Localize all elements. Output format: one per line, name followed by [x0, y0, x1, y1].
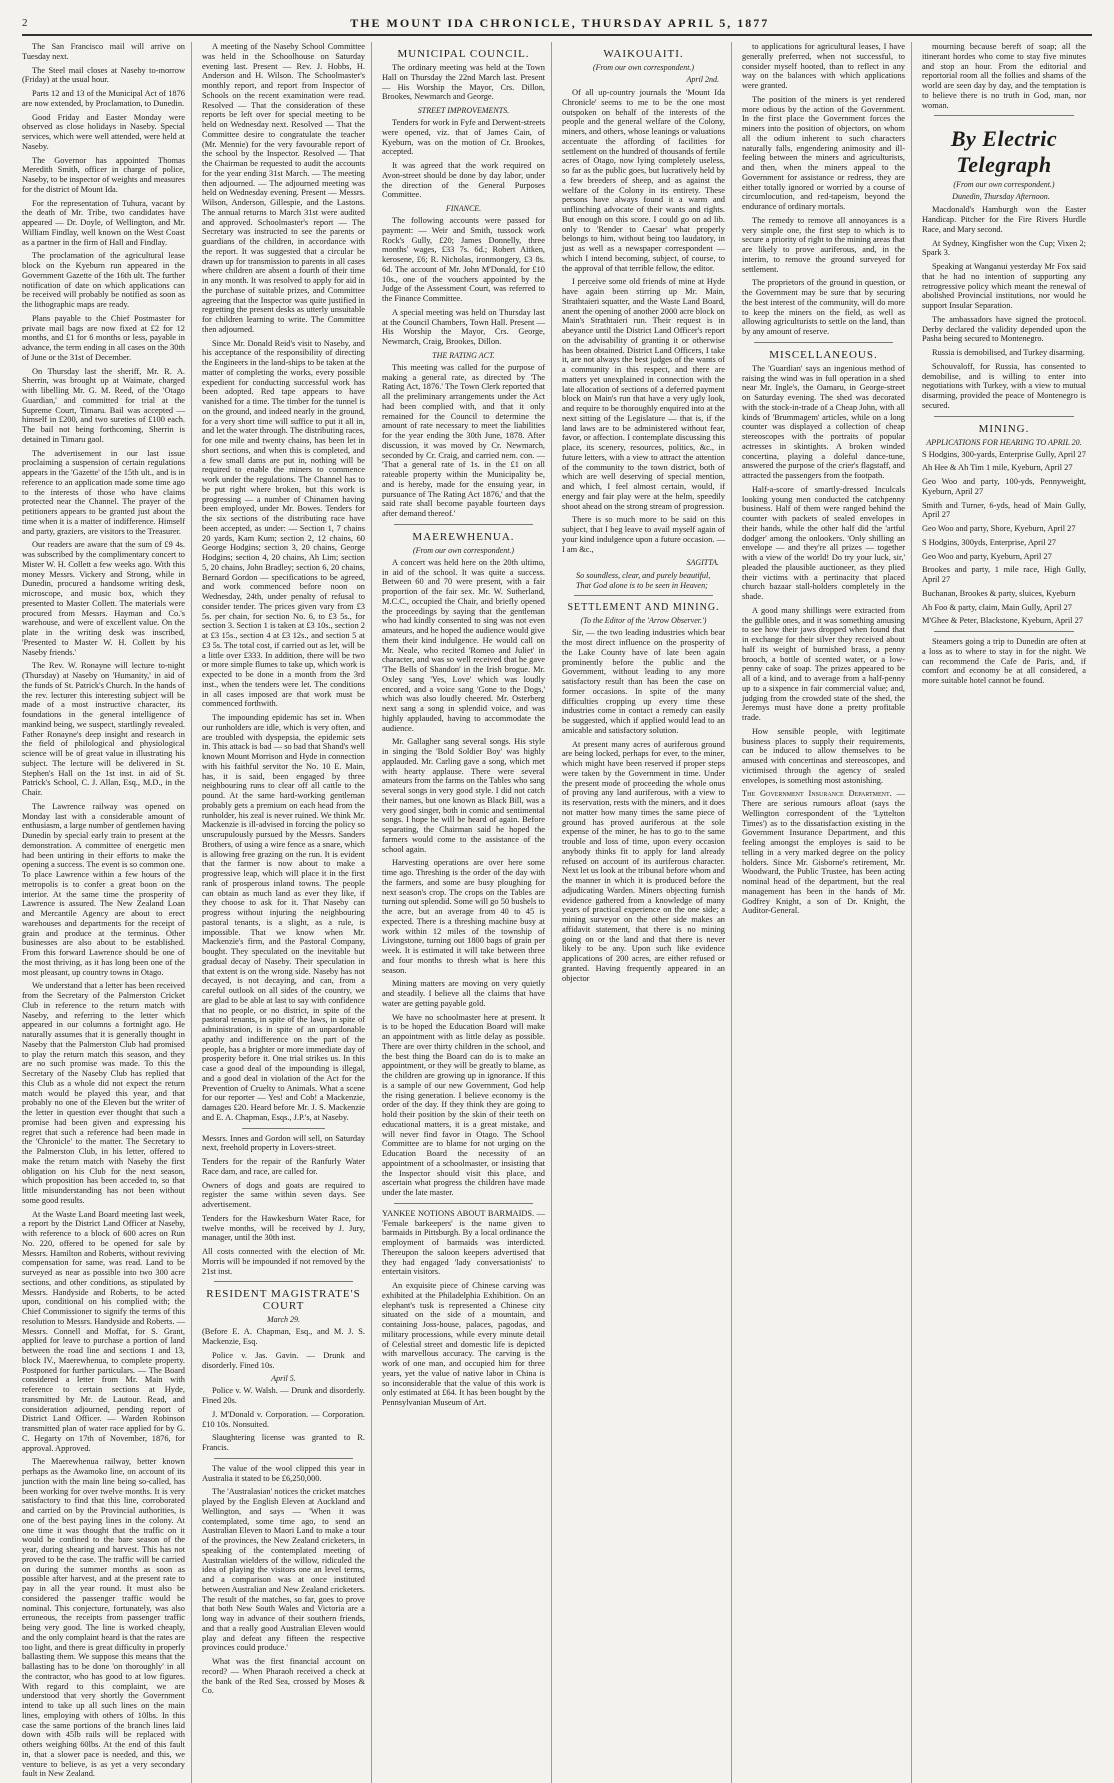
column-2 — [202, 42, 372, 1783]
mining-application: S Hodgins, 300-yards, Enterprise Gully, April 27 — [922, 449, 1086, 459]
rm-court-case: Slaughtering license was granted to R. Francis. — [202, 1433, 365, 1452]
maerewhenua-byline: (From our own correspondent.) — [412, 545, 515, 555]
page-number: 2 — [22, 17, 28, 29]
news-paragraph: Since Mr. Donald Reid's visit to Naseby, and his acceptance of the responsibility of directing the Engineers in the land-ships to be taken at the matter of completing the works, every possible expedient for conducting successful work has been adopted. Red tape appears to have vanished for a time. The timber for the tunnel is on the ground, and indeed nearly in the ground, for a very short time will suffice to put it all in, and let the water through. The distributing races, for one mile and twenty chains, has been let in short sections, and when this is completed, and a few small dams are put in, nothing will be required to enable the miners to commence work under the regulations. The Channel has to be put right where broken, but this work is progressing — a number of Chinamen having been employed, under Mr. Bowes. Tenders for the six sections of the distributing race have been accepted, as under: — Section 1, 7 chains 20 yards, Kam Kum; section 2, 12 chains, 60 George Hodgins; section 3, 20 chains, George Hodgins; section 4, 20 chains, Ah Lim; section 5, 20 chains, John Bradley; section 6, 20 chains, Bernard Gordon — specifications to be agreed, and work commenced before noon on Wednesday, 24th, under penalty of refusal to consider tender. The prices given vary from £3 5s. per chain, for section No. 6, to £3 5s., for section 3. Section 1 is taken at £3 10s., section 2 at £3 15s., section 4 at £3 12s., and section 5 at £3 5s. The total cost, if carried out as let, will be a little over £333. In addition, there will be two or more simple flumes to take up, which work is expected to be done in a month from the 3rd inst., when the tenders were let. The conditions in all cases imposed are that work must be commenced forthwith. — [202, 338, 365, 709]
article-paragraph: Sir, — the two leading industries which bear the most direct influence on the prosperity of the Lake County have of late been again prominently before the public and the Government, without leading to any more satisfactory result than has been the case on former occasions. In spite of the many difficulties cropping up every time these industries come in contact a remedy can easily be suggested, which if applied would lead to an amicable and satisfactory solution. — [562, 628, 725, 735]
article-paragraph: A good many shillings were extracted from the gullible ones, and it was something amusing to see how their jaws dropped when found that in exchange for their silver they received about half its weight of burnished brass, a penny brooch, a bottle of scented water, or a low-penny cake of soap. The prizes appeared to be all of a kind, and to average from a half-penny up to a sixpence in fair commercial value; and, judging from the crowded state of the shed, the Jeremys must have done a pretty profitable trade. — [742, 605, 905, 722]
mining-application: Geo Woo and party, Shore, Kyeburn, April 27 — [922, 524, 1076, 533]
masthead — [22, 12, 1092, 36]
mining-application: S Hodgins, 300yds, Enterprise, April 27 — [922, 537, 1056, 547]
news-paragraph: What was the first financial account on record? — When Pharaoh received a check at the bank of the Red Sea, crossed by Moses & Co. — [202, 1657, 365, 1696]
article-paragraph: It was agreed that the work required on Avon-street should be done by day labor, under the direction of the General Purposes Committee. — [382, 161, 545, 200]
telegraph-item: The ambassadors have signed the protocol. Derby declared the validity depended upon the Pasha being secured to Montenegro. — [922, 314, 1086, 344]
gov-insurance-body: — There are serious rumours afloat (says the Wellington correspondent of the 'Lyttelton Times') as to the dissatisfaction existing in the Government Insurance Department, and this feeling amongst the employes is said to be telling in a very marked degree on the policy holders. Since Mr. Gisborne's retirement, Mr. Woodward, the Public Trustee, has been acting nominal head of the department, but the real management has been in the hands of Mr. Godfrey Knight, a son of Dr. Knight, the Auditor-General. — [742, 789, 905, 916]
notice-line: Messrs. Innes and Gordon will sell, on Saturday next, freehold property in Lovers-street. — [202, 1133, 365, 1153]
news-paragraph: The impounding epidemic has set in. When our runholders are idle, which is very often, and are troubled with dyspepsia, the epidemic sets in. This attack is bad — so bad that Shand's well known Mount Morrison and Hyde in connection with his faithful servitor the No. 10 E. Main, has, it is said, been engaged by three neighbouring runs to clear off all cattle to the pound. At the same hard-working gentleman probably gets a premium on each head from the runholder, his zeal is never ruined. We think Mr. Mackenzie is ill-advised in forcing the policy so unscrupulously pursued by the Messrs. Sanders Brothers, of using a wire fence as a snare, which is allowing free grazing on the run. It is evident that the farmer is now about to make a progressive leap, which will place it in the first rank of prosperous inland towns. The people can obtain as much land as ever they like, if they choose to ask for it. That Naseby can progress without injuring the neighbouring pastoral tenants, is a slight, as a rule, is impossible. That we know when Mr. Mackenzie's firm, and the Pastoral Company, bought. They speculated on the inevitable but gradual decay of Naseby. Their speculation in that extent is on the wrong side. Naseby has not decayed, is not decaying, and can, from a careful outlook on all sides of the country, we are glad to be able at last to say with confidence that no people, or no district, in spite of the pastoral tenants, in spite of the laws, in spite of administration, is in spite of an unpardonable apathy and indifference on the part of the people, has a brighter or more immediate day of prosperity before it. One trial strikes us. In this case a good deal of the impounding is illegal, and a good deal in violation of the Act for the Prevention of Cruelty to Animals. What a scene for our reporter — Yes! and Cob! a Mackenzie, damages £20. Heard before Mr. J. S. Mackenzie and E. A. Chapman, Esqs., J.P.'s, at Naseby. — [202, 713, 365, 1122]
article-paragraph: We have no schoolmaster here at present. It is to be hoped the Education Board will make an appointment with as little delay as possible. There are over thirty children in the school, and the best thing the Board can do is to make an appointment, or they will be greatly to blame, as the children are growing up in ignorance. If this is a sample of our new Government, God help the rising generation. I believe economy is the order of the day. If they think they are going to hold their position by the skin of their teeth on educational matters, it is a great mistake, and will never find favor in Otago. The School Committee are to blame for not urging on the Education Board the necessity of an appointment of a schoolmaster, or insisting that the Inspector should visit this place, and ascertain what progress the children have made under the late master. — [382, 1012, 545, 1197]
article-paragraph: A concert was held here on the 20th ultimo, in aid of the school. It was quite a success. Between 60 and 70 were present, with a fair proportion of the fair sex. Mr. W. Sutherland, M.C.C., occupied the Chair, and briefly opened the proceedings by saying that the gentleman who had kindly consented to sing was not even amateurs, and he hoped the audience would give them their kind indulgence. He would call on Mr. Neale, who recited 'Romeo and Juliet' in character, and was so well received that he gave 'The Bells of Shandon' in the Irish brogue. Mr. Oxley sang 'Yes, Love' which was loudly encored, and a voice sang 'Gone to the Dogs,' which was also loudly cheered. Mr. Osterberg next sang a song in splendid voice, and was highly applauded, having to accommodate the audience. — [382, 557, 545, 733]
article-paragraph: The remedy to remove all annoyances is a very simple one, the first step to which is to secure a priority of right to the mining areas that are likely to prove auriferous, and, in the interim, to remove the ground surveyed for settlement. — [742, 215, 905, 274]
news-paragraph: Parts 12 and 13 of the Municipal Act of 1876 are now extended, by Proclamation, to Dunedin. — [22, 89, 185, 108]
waikouaiti-byline: (From our own correspondent.) — [592, 63, 695, 72]
mining-application: Geo Woo and party, 100-yds, Pennyweight, Kyeburn, April 27 — [922, 477, 1086, 496]
news-paragraph: The Lawrence railway was opened on Monday last with a considerable amount of enthusiasm, a large number of gentlemen having Dunedin by special early train to present at the demonstration. A committee of energetic men had been untiring in their efforts to make the opening a success. The event is so common one. To place Lawrence within a few hours of the metropolis is to confer a great boon on the interior. At the same time the prosperity of Lawrence is assured. The New Zealand Loan and Mercantile Agency are about to erect warehouses and departments for the receipt of grain and produce at the terminus. Other businesses are also about to be established. From this forward Lawrence should be one of the most thriving, as it has long been one of the most pleasant, up country towns in Otago. — [22, 801, 185, 977]
news-paragraph: The San Francisco mail will arrive on Tuesday next. — [22, 42, 185, 61]
gov-insurance-title: The Government Insurance Department. — [742, 789, 892, 799]
divider — [214, 1281, 353, 1282]
mining-application: Buchanan, Brookes & party, sluices, Kyeburn — [922, 588, 1076, 598]
news-paragraph: The 'Australasian' notices the cricket matches played by the English Eleven at Auckland and Wellington, and says — 'When it was contemplated, some time ago, to send an Australian Eleven to Maori Land to make a tour of the provinces, the New Zealand cricketers, in speaking of the contemplated meeting of Australian wielders of the willow, ridiculed the idea of playing the visitors one an level terms, and a comparison was at once instituted between Australian and New Zealand cricketers. The result of the matches, so far, goes to prove that both New South Wales and Victoria are a long way in advance of their southern friends, and that a really good Australian Eleven would play and defeat any fifteen the respective provinces could produce.' — [202, 1487, 365, 1653]
news-paragraph: For the representation of Tuhura, vacant by the death of Mr. Tribe, two candidates have appeared — Dr. Doyle, of Wellington, and Mr. William Findlay, well known on the West Coast as a partner in the firm of Hall and Findlay. — [22, 198, 185, 247]
news-paragraph: The proclamation of the agricultural lease block on the Kyeburn run appeared in the Government Gazette of the 16th ult. The further notification of date on which applications can be received will probably be notified as soon as the lithographic maps are ready. — [22, 251, 185, 309]
column-5 — [742, 42, 912, 1783]
news-paragraph: The Steel mail closes at Naseby to-morrow (Friday) at the usual hour. — [22, 65, 185, 85]
maerewhenua-heading: MAEREWHENUA. — [412, 530, 515, 543]
mining-application: Geo Woo and party, Kyeburn, April 27 — [922, 551, 1052, 561]
column-6 — [922, 42, 1092, 1783]
rm-court-case: J. M'Donald v. Corporation. — Corporation. £10 10s. Nonsuited. — [202, 1409, 365, 1429]
column-4 — [562, 42, 732, 1783]
article-paragraph: Steamers going a trip to Dunedin are often at a loss as to where to stay in for the night. We can recommend the Cafe de Paris, and, if comfort and economy be at all considered, a more suitable hotel cannot be found. — [922, 637, 1086, 685]
telegraph-item: Russia is demobilised, and Turkey disarming. — [932, 348, 1085, 357]
news-paragraph: Our readers are aware that the sum of £9 4s. was subscribed by the complimentary concert to Mister W. H. Collett a few weeks ago. With this money Messrs. Vickery and Strong, while in Dunedin, procured a handsome writing desk, microscope, and music box, which they presented to Master Collett. The materials were procured from Messrs. Hayman and Co.'s warehouse, and were of excellent value. On the plate in the writing desk was inscribed, 'Presented to Master W. H. Collett by his Naseby friends.' — [22, 540, 185, 657]
notice-line: Tenders for the Hawkesburn Water Race, for twelve months, will be received by J. Jury, manager, until the 30th inst. — [202, 1213, 365, 1243]
divider — [934, 115, 1074, 116]
yankee-body: — 'Female barkeepers' is the name given to barmaids in Pittsburgh. By a local ordinance the employment of barmaids was interdicted. Thereupon the saloon keepers advertised that they had engaged 'lady conversationists' to entertain visitors. — [382, 1208, 545, 1277]
divider — [242, 1128, 325, 1129]
yankee-notions-paragraph — [382, 1209, 545, 1277]
mining-application: Brookes and party, 1 mile race, High Gully, April 27 — [922, 565, 1086, 584]
article-paragraph: Mr. Gallagher sang several songs. His style in singing the 'Bold Soldier Boy' was highly applauded. Mr. Carling gave a song, which met with hearty applause. There were several amateurs from the farms on the Tables who sang several songs in very good style. I did not catch their names, but one known as Black Bill, was a very good singer, both in comic and sentimental songs. I hope he will be heard of again. Before separating, the Chairman said he hoped the farmers would come to the assistance of the school again. — [382, 737, 545, 854]
news-paragraph: At the Waste Land Board meeting last week, a report by the District Land Officer at Naseby, with reference to a block of 600 acres on Run No. 220, offered to be opened for sale by Messrs. Hamilton and Roberts, without reviving compensation for same, was read. Land to be surveyed as near as possible into two 300 acre sections, and other conditions, as stipulated by Messrs. Handyside and Roberts, to be acted upon, conditional on his complied with; the Chief Commissioner to signify the terms of this resolution to Messrs. Handyside and Roberts. — Messrs. Connell and Moffat, for S. Grant, applied for leave to purchase a portion of land between the road line and sections 1 and 13, block IV., Maerewhenua, to complete property. Postponed for further particulars. — The Board considered a letter from Mr. Main with reference to certain sections at Hyde, transmitted by Mr. de Lautour. Read, and consideration adjourned, pending report of District Land Officer. — Warden Robinson transmitted plan of water race applied for by G. C. Hegarty on 17th of November, 1876, for approval. Approved. — [22, 1209, 185, 1453]
news-paragraph: The advertisement in our last issue proclaiming a suspension of certain regulations appears in the 'Gazette' of the 15th ult., and is in reference to an application made some time ago to the interests of those who have claims protected near the Channel. The prayer of the petitioners appears to be granted just about the time when it is a matter of indifference. Himself and party, graziers, are visitors to the Treasurer. — [22, 448, 185, 536]
article-paragraph: mourning because bereft of soap; all the itinerant hordes who come to stay five minutes and stop an hour. From the editorial and reportorial room all the follies and shams of the world are seen day by day, and the temptation is to believe there is no truth in God, man, nor woman. — [922, 42, 1086, 110]
subhead-finance: FINANCE. — [445, 204, 482, 213]
article-paragraph: An exquisite piece of Chinese carving was exhibited at the Philadelphia Exhibition. On an elephant's tusk is represented a Chinese city situated on the side of a mountain, and containing Joss-house, palaces, pagodas, and military processions, while every minute detail of Celestial street and domestic life is depicted with marvellous accuracy. The carving is the work of one man, and occupied him for three years, yet the value of native labor in China is so inconsiderable that the value of this work is only estimated at £64. It has been bought by the Pennsylvanian Museum of Art. — [382, 1281, 545, 1407]
news-paragraph: On Thursday last the sheriff, Mr. R. A. Sherrin, was brought up at Waimate, charged with libelling Mr. G. M. Reed, of the 'Otago Guardian,' and committed for trial at the Supreme Court, Timaru. Bail was accepted — himself in £200, and two sureties of £100 each. The bail not being forthcoming, Sherrin is detained in Timaru gaol. — [22, 366, 185, 444]
divider — [934, 631, 1074, 632]
mining-heading: MINING. — [978, 422, 1030, 435]
divider — [754, 342, 893, 343]
news-paragraph: Plans payable to the Chief Postmaster for private mail bags are now fixed at £2 for 12 months, and £1 for 6 months or less, payable in advance, the term ending in all cases on the 30th of June or the 31st of December. — [22, 313, 185, 362]
rm-court-heading: RESIDENT MAGISTRATE'S COURT — [206, 1288, 361, 1313]
poem — [562, 571, 725, 590]
mining-application: M'Ghee & Peter, Blackstone, Kyeburn, April 27 — [922, 616, 1083, 626]
settlement-heading: SETTLEMENT AND MINING. — [567, 602, 720, 614]
poem-line: That God alone is to be seen in Heaven; — [576, 580, 708, 590]
signature: SAGITTA. — [686, 558, 719, 568]
telegraph-byline: (From our own correspondent.) — [953, 180, 1055, 190]
subhead-rating: THE RATING ACT. — [432, 350, 495, 360]
article-paragraph: Mining matters are moving on very quietly and steadily. I believe all the claims that have water are getting payable gold. — [382, 979, 545, 1008]
article-paragraph: There is so much more to be said on this subject, that I beg leave to avail myself again of your kind indulgence upon a future occasion. — I am &c., — [562, 515, 725, 554]
article-paragraph: This meeting was called for the purpose of making a general rate, as directed by 'The Rating Act, 1876.' The Town Clerk reported that all the preliminary arrangements under the Act had been complied with, and that it only remained for the Council to determine the amount of rate necessary to meet the liabilities for the year ending the 30th June, 1878. After discussion, it was moved by Cr. Newmarch, seconded by Cr. Craig, and carried nem. con. — 'That a general rate of 1s. in the £1 on all rateable property within the Municipality be, and is hereby, made for the ensuing year, in pursuance of The Rating Act 1876,' and that the said rate shall become payable fourteen days after demand thereof.' — [382, 362, 545, 518]
mining-subheading: APPLICATIONS FOR HEARING TO APRIL 20. — [926, 437, 1082, 447]
news-paragraph: The Maerewhenua railway, better known perhaps as the Awamoko line, on account of its junction with the main line being so-called, has been working for over twelve months. It is very satisfactory to find that this line, corroborated and carried on by the Provincial authorities, is one of the best paying lines in the colony. At one time it was thought that the traffic on it would be confined to the bare season of the year, during shearing and harvest. This has not proved to be the case. The traffic will be carried on during the summer months as soon as possible after harvest, and at the present rate to pay in all the year round. It must also be considered the passenger traffic would be nominal. This conjecture, fortunately, was also erroneous, the receipts from passenger traffic being very good. The line is worked cheaply, and the only complaint heard is that the rates are too light, and there is great difficulty in properly ballasting them. We suppose this means that the ballasting has to be done 'on thoroughly' in all the contractor, who has good to at low figures. With regard to this complaint, we are understood that very shortly the Government intend to take up all such lines on the main lines, employing with others of 10lbs. In this case the same portions of the branch lines laid down with 45lb rails will be replaced with others weighing 60lbs. At the end of this fault in, that a slower pace is needed, and this, we venture to believe, is as yet a very secondary fault in New Zealand. — [22, 1457, 185, 1779]
news-paragraph: A meeting of the Naseby School Committee was held in the Schoolhouse on Saturday evening last. Present — Rev. J. Hobbs, H. Anderson and H. Wilson. The Schoolmaster's monthly report, and report from Inspector of Schools on the recent examination were read. Resolved — That the consideration of these reports be left over for special meeting to be held on Wednesday next. Resolved — That the Committee desire to congratulate the teacher (Mr. Mennie) for the very favourable report of the school by the Inspector. Resolved — That the Chairman be requested to audit the accounts for the year ending 31st March. — The meeting then adjourned. — The adjourned meeting was held on Wednesday evening. Present — Messrs. Wilson, Anderson, Gillespie, and the Lastons. The annual returns to March 31st were audited and approved. Schoolmaster's report — The Secretary was instructed to see the parents or guardians of the children, in accordance with the report. It was suggested that a circular be drawn up for transmission to parents in all cases where children are absent a fourth of their time in any month. It was resolved to apply for aid in the purchase of suitable prizes, and Committee agreeing that the Inspector was quite justified in regretting the present desks as utterly unsuitable for children learning to write. The Committee then adjourned. — [202, 42, 365, 334]
column-1 — [22, 42, 192, 1783]
mining-list — [922, 450, 1086, 627]
notice-line: All costs connected with the election of Mr. Morris will be impounded if not removed by the 21st inst. — [202, 1247, 365, 1276]
article-paragraph: to applications for agricultural leases, I have generally preferred, when not successful, to consider myself hooted, than to reflect in any way on the balances with which applications were granted. — [742, 42, 905, 90]
waikouaiti-date: April 2nd. — [686, 75, 719, 84]
column-3 — [382, 42, 552, 1783]
telegraph-item: Macdonald's Hamburgh won the Easter Handicap. Pitcher for the Fire Rivers Hurdle Race, and Mary second. — [922, 205, 1086, 234]
article-paragraph: How sensible people, with legitimate business places to supply their requirements, can be induced to allow themselves to be amused with concertinas and stereoscopes, and victimised through the agency of sealed envelopes, is something most astonishing. — [742, 726, 905, 785]
telegraph-item: At Sydney, Kingfisher won the Cup; Vixen 2; Spark 3. — [922, 238, 1086, 258]
article-paragraph: Tenders for work in Fyfe and Derwent-streets were opened, viz. that of James Cain, of Kyeburn, was on the motion of Cr. Brookes, accepted. — [382, 118, 545, 157]
settlement-byline: (To the Editor of the 'Arrow Observer.') — [580, 616, 707, 626]
news-paragraph: The Governor has appointed Thomas Meredith Smith, officer in charge of police, Naseby, to be inspector of weights and measures for the district of Mount Ida. — [22, 155, 185, 194]
telegraph-item: Schouvaloff, for Russia, has consented to demobilise, and is willing to enter into negotiations with Turkey, with a view to mutual disarming, provided the peace of Montenegro is secured. — [922, 361, 1086, 410]
article-paragraph: At present many acres of auriferous ground are being locked, perhaps for ever, to the miner, which might have been reserved if proper steps were taken by the Government in time. Under the present mode of proceeding the whole onus of proving any land auriferous, with a view to its reservation, rests with the miners, and it does not matter how many times the same piece of ground has proved auriferous at the sole expense of the miner, he has to go to the same trouble and loss of time, upon every occasion anybody thinks fit to apply for land already refused on account of its auriferous character. Next let us look at the tribunal before whom and the manner in which it is produced before the adjudicating Warden. Miners objecting furnish evidence gathered from a knowledge of many years of practical experience on the one side; a mining surveyor on the other side makes an affidavit statement, that there is no mining going on or the land and that there is never likely to be any. Upon such like evidence applications of 200 acres, are either refused or granted. Having frequently appeared in an objector — [562, 739, 725, 983]
divider — [934, 416, 1074, 417]
news-paragraph: Good Friday and Easter Monday were observed as close holidays in Naseby. Special services, which were well attended, were held at Naseby. — [22, 112, 185, 151]
waikouaiti-heading: WAIKOUAITI. — [603, 48, 684, 60]
rm-court-date: March 29. — [266, 1315, 301, 1325]
mining-application: Smith and Turner, 6-yds, head of Main Gully, April 27 — [922, 500, 1086, 520]
miscellaneous-heading: MISCELLANEOUS. — [769, 348, 878, 361]
paper-title: THE MOUNT IDA CHRONICLE, THURSDAY APRIL 5, 1877 — [350, 15, 770, 30]
rm-court-bench: (Before E. A. Chapman, Esq., and M. J. S. Mackenzie, Esq. — [202, 1327, 365, 1346]
rm-court-date-2: April 5. — [271, 1374, 296, 1384]
divider — [394, 524, 533, 525]
gov-insurance-paragraph — [742, 789, 905, 916]
article-paragraph: Harvesting operations are over here some time ago. Threshing is the order of the day with the farmers, and some are busy ploughing for next season's crop. The crops on the Tables are turning out splendid. Some will go 50 bushels to the acre, but an average from 40 to 45 is expected. There is a threshing machine busy at work within 12 miles of the township of Livingstone, turning out 1800 bags of grain per week. It is estimated it will take between three and four months to thresh what is here this season. — [382, 858, 545, 975]
article-paragraph: A special meeting was held on Thursday last at the Council Chambers, Town Hall. Present — His Worship the Mayor, Crs. George, Newmarch, Craig, Brookes, Dillon. — [382, 307, 545, 346]
electric-telegraph-heading: By Electric Telegraph — [950, 126, 1058, 178]
article-paragraph: The position of the miners is yet rendered more odious by the action of the Government. In the first place the Government forces the miners into the position of objectors, on whom all the odium inherent to such characters naturally falls, engendering animosity and ill-feeling between the miners and agriculturists, and then, when the miners appeal to the Government for assistance or redress, they are either totally ignored or worried by a course of circumlocution, and red-tapeism, beyond the endurance of ordinary mortals. — [742, 94, 905, 211]
notice-line: Tenders for the repair of the Ranfurly Water Race dam, and race, are called for. — [202, 1157, 365, 1176]
municipal-council-heading: MUNICIPAL COUNCIL. — [397, 48, 530, 60]
article-paragraph: The 'Guardian' says an ingenious method of raising the wind was in full operation in a shed near Mr. Ingle's, the Oamaru, in George-street on Saturday evening. The shed was decorated with the stock-in-trade of a Cheap John, with all kinds of 'Brummagem' articles, while on a long counter was displayed a collection of cheap stereoscopes with the portraits of popular actresses in skintights. A broken winded concertina, playing a doleful dance-tune, answered the purpose of the crier's flagstaff, and attracted the passengers from the footpath. — [742, 363, 905, 480]
rm-court-case: Police v. Jas. Gavin. — Drunk and disorderly. Fined 10s. — [202, 1350, 365, 1370]
mining-application: Ah Foo & party, claim, Main Gully, April 27 — [922, 602, 1072, 612]
news-paragraph: The Rev. W. Ronayne will lecture to-night (Thursday) at Naseby on 'Humanity,' in aid of the funds of St. Patrick's Church. In the hands of the rev. lecturer this interesting subject will be made of a most instructive character, its foundations in the general intelligence of mankind being, we suspect, startlingly revealed. Father Ronayne's deep insight and research in the field of philological and physiological science will be of great value in illustrating his subject. The lecture will be delivered in St. Stephen's Hall on the 1st inst. in aid of St. Patrick's School, C. J. Allan, Esq., M.D., in the Chair. — [22, 661, 185, 797]
divider — [574, 595, 713, 596]
news-paragraph: We understand that a letter has been received from the Secretary of the Palmerston Cricket Club in reference to the return match with Naseby, and referring to the letter which appeared in our columns a fortnight ago. He naturally assumes that it is generally thought in Naseby that the Palmerston Club had promised to play the return match this season, and they are no such promise was made. To this the Secretary of the Naseby Club has replied that this Club as a whole did not expect the return match would be played this year, and that probably no one of the Eleven but the writer of the letter in question ever thought that such a promise had been given and expressing his regret that such a reference had been made in the 'Chronicle' to the matter. The Secretary to the Palmerston Club, in his letter, offered to make the return match with Naseby the first obligation on his Club for the next season, which proposition has been acceded to, so that little misunderstanding has not been without some good results. — [22, 981, 185, 1205]
small-print-notices — [202, 1134, 365, 1277]
article-paragraph: Half-a-score of smartly-dressed Inculcals looking young men conducted the catchpenny business. Half of them were ranged behind the counter with packets of sealed envelopes in their hands, while the other half did the 'artful dodger' among the onlookers. 'Only shilling an envelope — and they're all prizes — together with a view of the world! Do try your luck, sir,' pleaded the plausible auctioneer, as they plied their victims with a pertinacity that placed church bazaar stall-holders completely in the shade. — [742, 484, 905, 601]
poem-line: So soundless, clear, and purely beautiful, — [576, 571, 711, 581]
article-paragraph: The following accounts were passed for payment: — Weir and Smith, tussock work Rock's Gully, £20; James Donnelly, three months' wages, £33 7s. 6d.; Robert Aitken, kerosene, £6; R. Nicholas, ironmongery, £3 8s. 6d. The account of Mr. John M'Donald, for £10 10s., one of the vouchers appointed by the Judge of the Assessment Court, was referred to the Finance Committee. — [382, 216, 545, 303]
yankee-title: YANKEE NOTIONS ABOUT BARMAIDS. — [382, 1208, 535, 1218]
article-paragraph: I perceive some old friends of mine at Hyde have again been stirring up Mr. Main, Strathtaieri squatter, and the Waste Land Board, anent the opening of another 2000 acre block on Main's Strathtaieri run. Their request is in abeyance until the District Land Officer's report on the advisability of granting it or otherwise has been obtained. District Land Officers, I take it, are not always the best judges of the wants of a community in this respect, and there are matters yet unexplained in connection with the late allocation of sections of a deferred payment block on Main's run that have a very ugly look, and require to be thoroughly enquired into at the next sitting of the Legislature — that is, if the land laws are to be administered without fear, favor, or affection. I contemplate discussing this place, its scenery, resources, politics, &c., in future letters, with a view to attract the attention of the community to the town district, both of which are well deserving of special mention, and which, I feel almost certain, would, if energy and fair play were at the helm, speedily shoot ahead on the strong stream of progression. — [562, 277, 725, 511]
rm-court-case: Police v. W. Walsh. — Drunk and disorderly. Fined 20s. — [202, 1386, 365, 1405]
telegraph-item: Speaking at Wanganui yesterday Mr Fox said that he had no intention of supporting any retrogressive policy which meant the renewal of abolished Provincial institutions, nor would he support Insular Separation. — [922, 262, 1086, 310]
mining-application: Ah Hee & Ah Tim 1 mile, Kyeburn, April 27 — [922, 463, 1073, 473]
newspaper-columns — [22, 42, 1092, 1779]
divider — [394, 1203, 533, 1204]
news-paragraph: The value of the wool clipped this year in Australia it stated to be £6,250,000. — [202, 1463, 365, 1483]
article-paragraph: Of all up-country journals the 'Mount Ida Chronicle' seems to me to be the one most outspoken on behalf of the interests of the people and the general welfare of the Colony, miners, and others, whose leanings or valuations accentuate the affording of facilities for settlement on the hundred of thousands of fertile acres of Otago, now lying completely useless, so far as the public goes, but lucratively held by a few breeders of sheep, and as against the welfare of the Colony in its entirety. These persons have always found it a warm and unflinching advocate of their wants and rights. But enough on this score. I could go on ad lib. only to 'Render to Caesar' what properly belongs to him, without being too laudatory, in just as well as a newspaper correspondent — which I intend becoming, subject, of course, to the approval of that terrible fellow, the editor. — [562, 88, 725, 273]
telegraph-dateline: Dunedin, Thursday Afternoon. — [952, 192, 1050, 202]
article-paragraph: The proprietors of the ground in question, or the Government may be sure that by securing the best interest of the community, will do more to keep the miners on the field, as well as allowing agriculturists to settle on the land, than by any amount of reserve. — [742, 278, 905, 336]
notice-line: Owners of dogs and goats are required to register the same within seven days. See advertisement. — [202, 1180, 365, 1209]
divider — [214, 1458, 353, 1459]
article-paragraph: The ordinary meeting was held at the Town Hall on Thursday the 22nd March last. Present — His Worship the Mayor, Crs. Dillon, Brookes, Newmarch and George. — [382, 63, 545, 102]
subhead-street: STREET IMPROVEMENTS. — [417, 106, 510, 115]
